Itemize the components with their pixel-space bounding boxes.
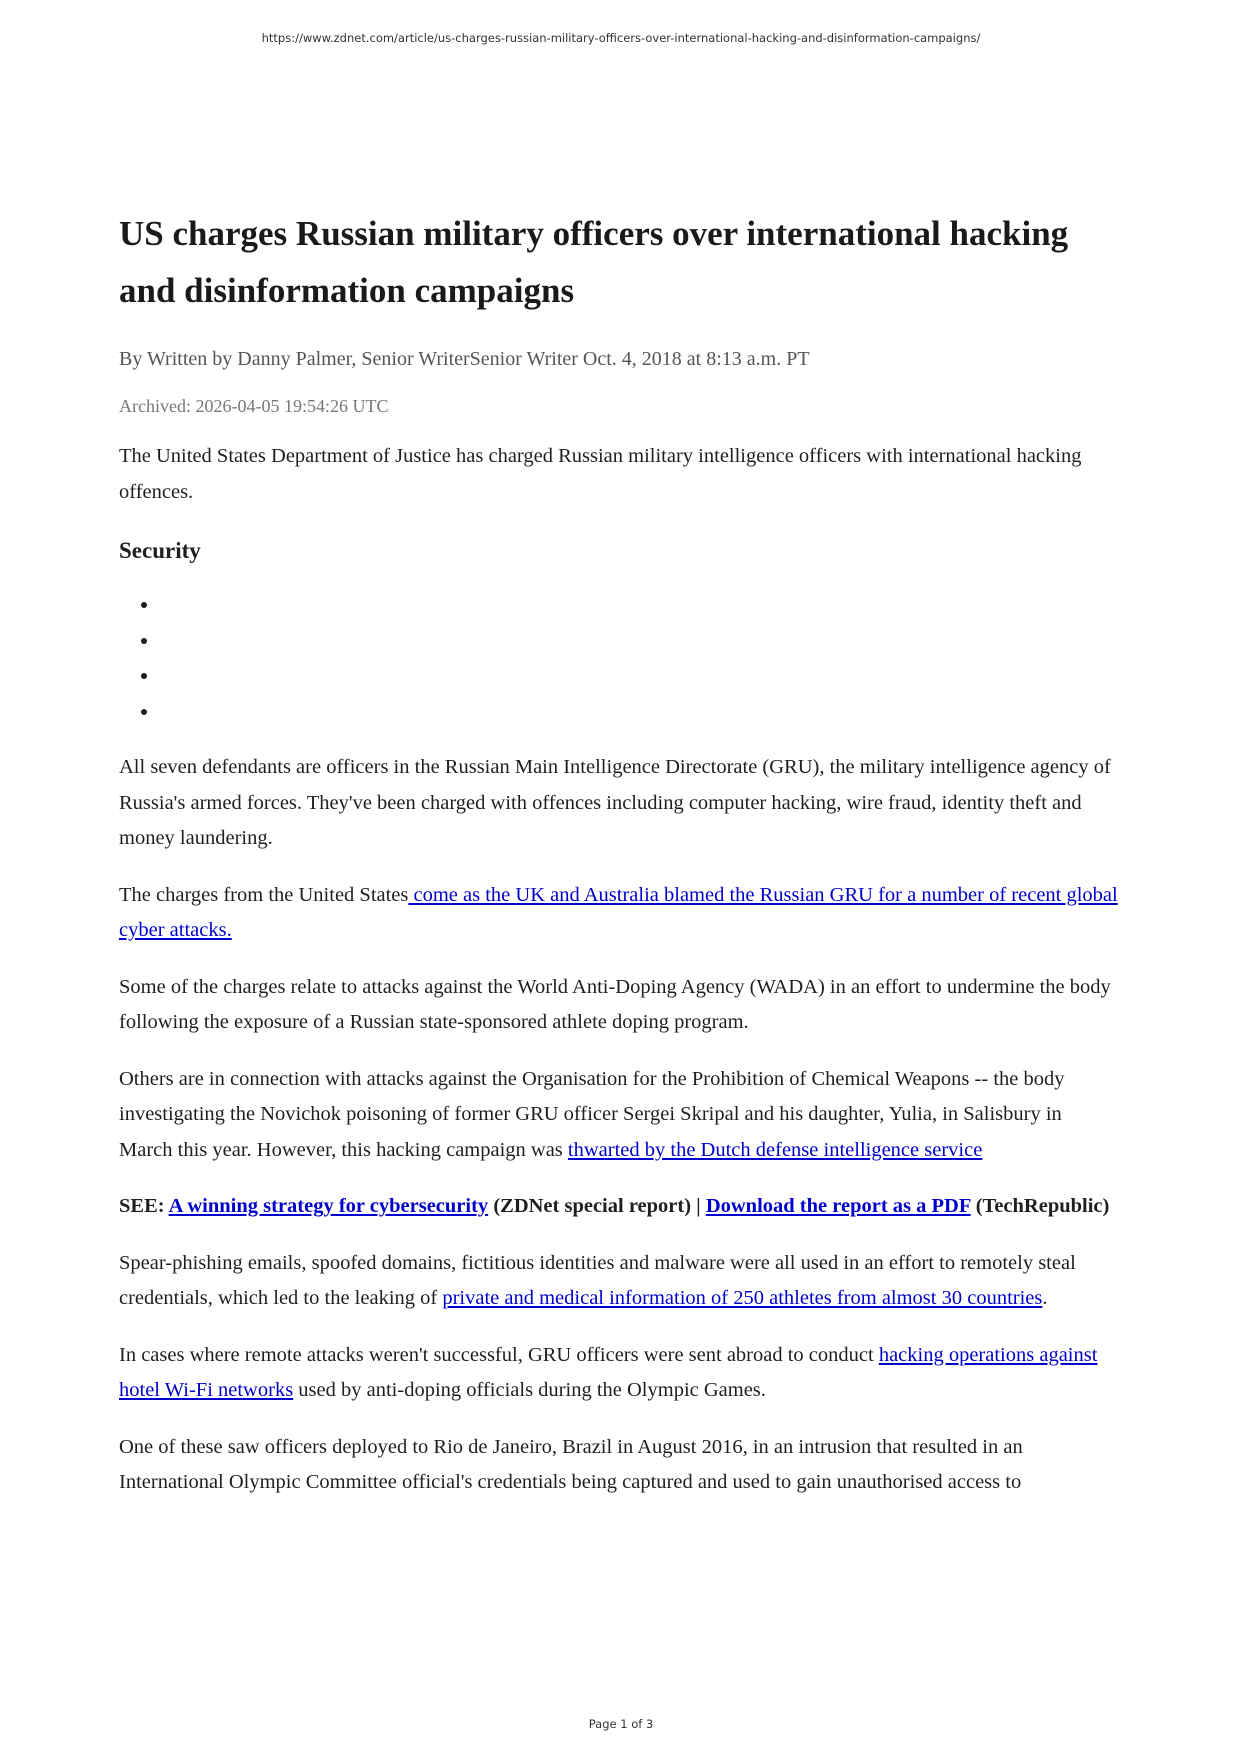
- see-middle-text: (ZDNet special report) |: [488, 1195, 706, 1217]
- paragraph-wifi: [119, 1338, 1119, 1409]
- paragraph-text: In cases where remote attacks weren't successful, GRU officers were sent abroad to conduct: [119, 1343, 879, 1366]
- list-item: [159, 658, 1119, 694]
- paragraph-defendants: All seven defendants are officers in the Russian Main Intelligence Directorate (GRU), the military intelligence agency of Russia's armed forces. They've been charged with offences including computer hacking, wire fraud, identity theft and money laundering.: [119, 756, 1111, 849]
- section-heading: Security: [119, 538, 201, 563]
- paragraph-charges: [119, 878, 1119, 949]
- dutch-intelligence-link[interactable]: thwarted by the Dutch defense intelligence service: [567, 1138, 983, 1161]
- page-url: https://www.zdnet.com/article/us-charges-russian-military-officers-over-international-hacking-and-disinformation-campaigns/: [261, 31, 981, 45]
- list-item: [159, 587, 1119, 623]
- download-pdf-link[interactable]: Download the report as a PDF: [705, 1195, 971, 1217]
- paragraph-rio: One of these saw officers deployed to Rio de Janeiro, Brazil in August 2016, in an intrusion that resulted in an International Olympic Committee official's credentials being captured and used to gain unauthorised access to: [119, 1435, 1023, 1493]
- article-title: US charges Russian military officers over international hacking and disinformation campaigns: [119, 214, 1069, 310]
- paragraph-end: .: [1042, 1287, 1048, 1309]
- paragraph-text: Others are in connection with attacks against the Organisation for the Prohibition of Chemical Weapons -- the body investigating the Novichok poisoning of former GRU officer Sergei Skripal and his daughter, Yulia, in Salisbury in March this year. However, this hacking campaign was: [119, 1067, 1065, 1161]
- paragraph-text: The charges from the United States: [119, 883, 409, 906]
- empty-bullet-list: [119, 587, 1119, 729]
- article: [119, 205, 1119, 1522]
- paragraph-text: Spear-phishing emails, spoofed domains, fictitious identities and malware were all used in an effort to remotely steal credentials, which led to the leaking of: [119, 1251, 1076, 1309]
- cybersecurity-report-link[interactable]: A winning strategy for cybersecurity: [168, 1195, 489, 1217]
- paragraph-opcw: [119, 1062, 1119, 1169]
- uk-australia-blame-link[interactable]: come as the UK and Australia blamed the Russian GRU for a number of recent global cyber attacks.: [119, 883, 1118, 941]
- page-number: Page 1 of 3: [588, 1717, 654, 1731]
- see-also: [119, 1189, 1119, 1225]
- paragraph-end: used by anti-doping officials during the Olympic Games.: [293, 1379, 766, 1401]
- archived-timestamp: Archived: 2026-04-05 19:54:26 UTC: [119, 396, 389, 416]
- byline: By Written by Danny Palmer, Senior WriterSenior Writer Oct. 4, 2018 at 8:13 a.m. PT: [119, 348, 810, 370]
- list-item: [159, 694, 1119, 730]
- list-item: [159, 623, 1119, 659]
- paragraph-phishing: [119, 1246, 1119, 1317]
- paragraph-wada: Some of the charges relate to attacks against the World Anti-Doping Agency (WADA) in an effort to undermine the body following the exposure of a Russian state-sponsored athlete doping program.: [119, 975, 1111, 1033]
- see-end-text: (TechRepublic): [970, 1195, 1110, 1217]
- hotel-wifi-link[interactable]: hacking operations against hotel Wi-Fi networks: [119, 1343, 1098, 1401]
- intro-paragraph: The United States Department of Justice has charged Russian military intelligence officers with international hacking offences.: [119, 445, 1082, 503]
- athletes-info-link[interactable]: private and medical information of 250 athletes from almost 30 countries: [442, 1287, 1043, 1309]
- see-label: SEE:: [119, 1195, 169, 1217]
